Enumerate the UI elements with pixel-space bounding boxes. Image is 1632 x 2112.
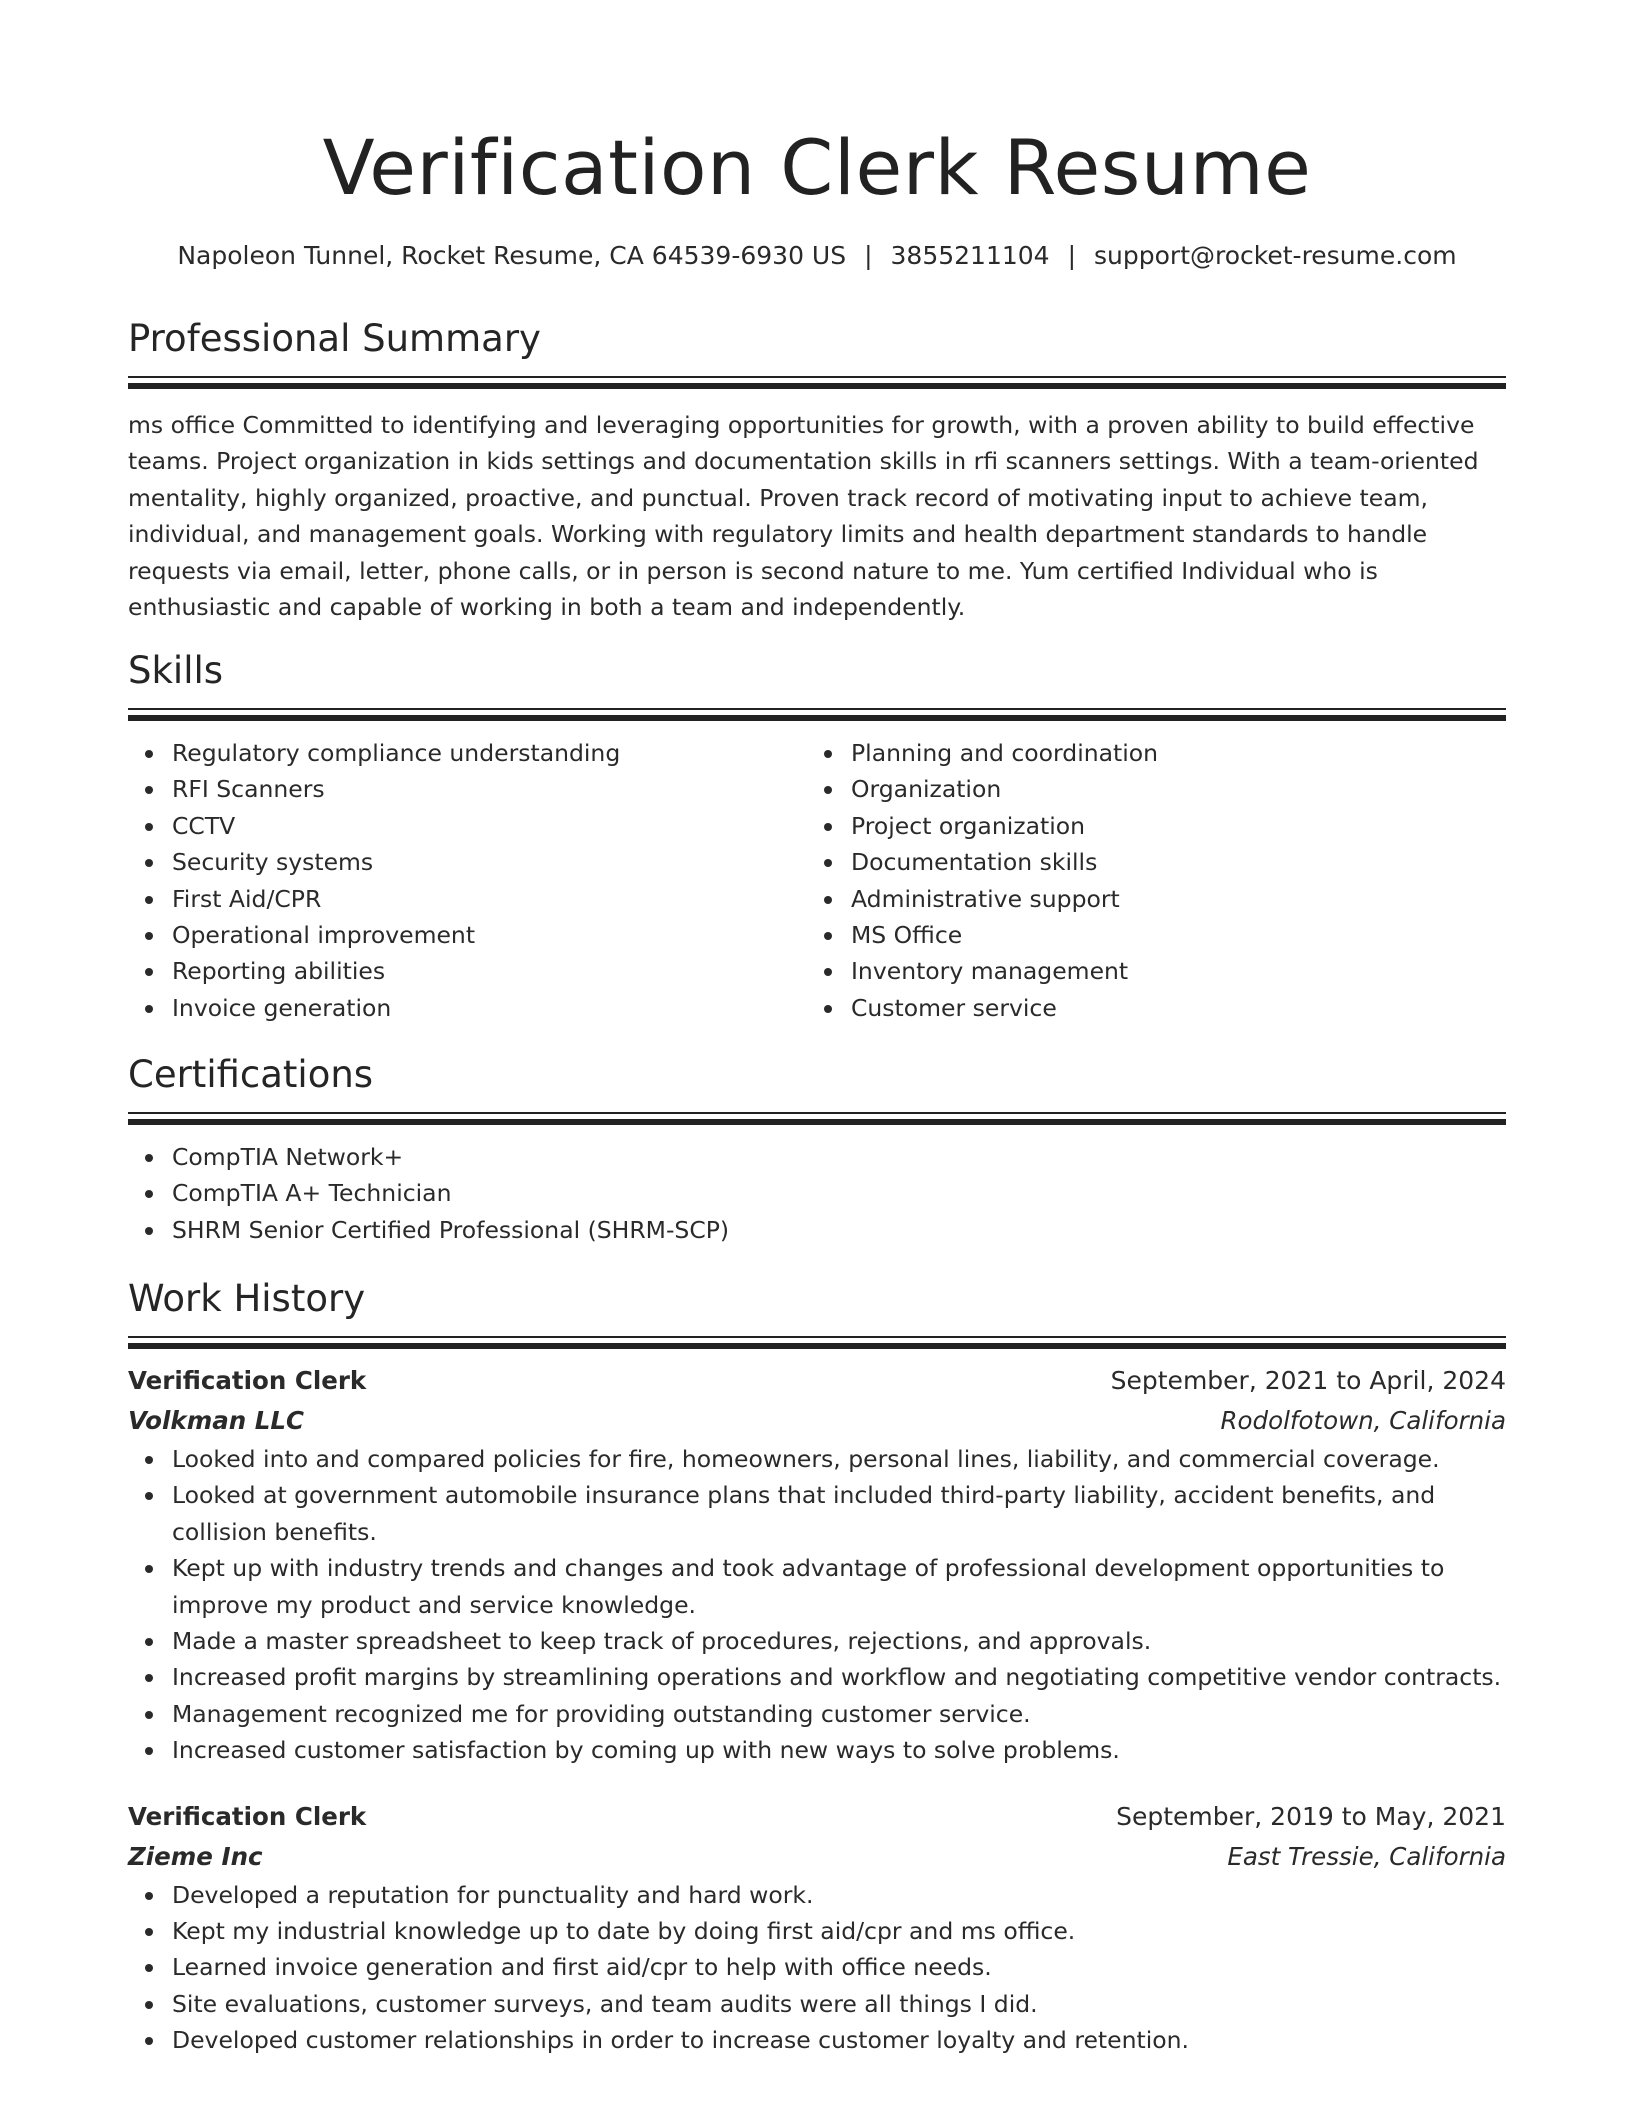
bullet-icon <box>824 968 832 976</box>
certification-item: SHRM Senior Certified Professional (SHRM-SCP) <box>128 1212 1506 1248</box>
bullet-icon <box>824 859 832 867</box>
summary-section <box>128 314 1506 625</box>
contact-separator: | <box>1067 241 1077 270</box>
job-subheader <box>128 1837 1506 1877</box>
skill-item: Documentation skills <box>807 844 1486 880</box>
job-company: Volkman LLC <box>128 1406 304 1435</box>
job-subheader <box>128 1401 1506 1441</box>
bullet-icon <box>145 1674 153 1682</box>
bullet-icon <box>145 750 153 758</box>
bullet-icon <box>145 2001 153 2009</box>
job-bullet: Learned invoice generation and first aid/cpr to help with office needs. <box>128 1949 1506 1985</box>
bullet-icon <box>145 1154 153 1162</box>
section-rule-thick <box>128 1119 1506 1125</box>
summary-text: ms office Committed to identifying and leveraging opportunities for growth, with a proven ability to build effective teams. Project organization in kids settings and documentation skills in rfi scanners settings. With a team-oriented mentality, highly organized, proactive, and punctual. Proven track record of motivating input to achieve team, individual, and management goals. Working with regulatory limits and health department standards to handle requests via email, letter, phone calls, or in person is second nature to me. Yum certified Individual who is enthusiastic and capable of working in both a team and independently. <box>128 411 1479 622</box>
skill-item: Operational improvement <box>128 917 807 953</box>
work-history-section <box>128 1274 1506 2059</box>
bullet-icon <box>145 932 153 940</box>
job-bullets <box>128 1877 1506 2059</box>
skill-item: Planning and coordination <box>807 735 1486 771</box>
certification-item: CompTIA A+ Technician <box>128 1175 1506 1211</box>
section-heading-skills: Skills <box>128 649 224 692</box>
skill-item: First Aid/CPR <box>128 881 807 917</box>
job-header <box>128 1797 1506 1837</box>
resume-title: Verification Clerk Resume <box>322 123 1312 212</box>
certifications-section <box>128 1050 1506 1248</box>
section-heading-work-history: Work History <box>128 1277 366 1320</box>
job-location: East Tressie, California <box>1227 1841 1506 1871</box>
bullet-icon <box>145 859 153 867</box>
contact-line <box>128 238 1506 274</box>
job-bullet: Developed customer relationships in order to increase customer loyalty and retention. <box>128 2022 1506 2058</box>
bullet-icon <box>145 823 153 831</box>
bullet-icon <box>145 1190 153 1198</box>
skill-item: Organization <box>807 771 1486 807</box>
contact-separator: | <box>864 241 873 270</box>
job-bullet: Increased customer satisfaction by coming up with new ways to solve problems. <box>128 1732 1506 1768</box>
skill-item: Security systems <box>128 844 807 880</box>
section-rule <box>128 1112 1506 1114</box>
contact-address: Napoleon Tunnel, Rocket Resume, CA 64539-6930 US <box>177 241 847 270</box>
section-rule <box>128 1336 1506 1338</box>
skills-list-right <box>807 735 1486 1026</box>
section-rule-thick <box>128 1343 1506 1349</box>
skills-grid <box>128 735 1506 1026</box>
skill-item: Reporting abilities <box>128 953 807 989</box>
bullet-icon <box>145 968 153 976</box>
bullet-icon <box>145 1638 153 1646</box>
section-rule <box>128 376 1506 378</box>
bullet-icon <box>145 1711 153 1719</box>
section-rule <box>128 708 1506 710</box>
bullet-icon <box>824 823 832 831</box>
bullet-icon <box>145 1892 153 1900</box>
skill-item: Customer service <box>807 990 1486 1026</box>
job-location: Rodolfotown, California <box>1220 1406 1506 1435</box>
job-bullet: Looked at government automobile insurance plans that included third-party liability, accident benefits, and collision benefits. <box>128 1477 1506 1550</box>
skill-item: Inventory management <box>807 953 1486 989</box>
bullet-icon <box>824 896 832 904</box>
job-bullet: Made a master spreadsheet to keep track of procedures, rejections, and approvals. <box>128 1623 1506 1659</box>
bullet-icon <box>145 1456 153 1464</box>
skills-list-left <box>128 735 807 1026</box>
skill-item: Regulatory compliance understanding <box>128 735 807 771</box>
skill-item: Administrative support <box>807 881 1486 917</box>
job-dates: September, 2021 to April, 2024 <box>1110 1366 1506 1395</box>
job-title: Verification Clerk <box>128 1366 367 1395</box>
bullet-icon <box>145 1928 153 1936</box>
contact-email: support@rocket-resume.com <box>1094 241 1457 270</box>
skill-item: Invoice generation <box>128 990 807 1026</box>
job-company: Zieme Inc <box>128 1841 263 1871</box>
contact-phone: 3855211104 <box>890 241 1050 270</box>
job-bullet: Kept my industrial knowledge up to date by doing first aid/cpr and ms office. <box>128 1913 1506 1949</box>
bullet-icon <box>145 1227 153 1235</box>
skill-item: CCTV <box>128 808 807 844</box>
skill-item: Project organization <box>807 808 1486 844</box>
bullet-icon <box>145 2037 153 2045</box>
job-dates: September, 2019 to May, 2021 <box>1116 1801 1506 1831</box>
bullet-icon <box>824 932 832 940</box>
bullet-icon <box>145 1565 153 1573</box>
bullet-icon <box>145 1747 153 1755</box>
section-heading-summary: Professional Summary <box>128 317 541 360</box>
job-bullet: Looked into and compared policies for fire, homeowners, personal lines, liability, and commercial coverage. <box>128 1441 1506 1477</box>
job-title: Verification Clerk <box>128 1801 367 1831</box>
section-heading-certifications: Certifications <box>128 1053 374 1096</box>
bullet-icon <box>824 786 832 794</box>
job-entry <box>128 1361 1506 1769</box>
skills-section <box>128 646 1506 1026</box>
bullet-icon <box>145 1005 153 1013</box>
job-bullet: Site evaluations, customer surveys, and team audits were all things I did. <box>128 1986 1506 2022</box>
job-bullet: Management recognized me for providing outstanding customer service. <box>128 1696 1506 1732</box>
section-rule-thick <box>128 715 1506 721</box>
job-bullet: Developed a reputation for punctuality and hard work. <box>128 1877 1506 1913</box>
certification-item: CompTIA Network+ <box>128 1139 1506 1175</box>
section-rule-thick <box>128 383 1506 389</box>
certifications-list <box>128 1139 1506 1248</box>
job-header <box>128 1361 1506 1401</box>
bullet-icon <box>145 896 153 904</box>
job-bullet: Kept up with industry trends and changes and took advantage of professional development opportunities to improve my product and service knowledge. <box>128 1550 1506 1623</box>
skill-item: MS Office <box>807 917 1486 953</box>
skill-item: RFI Scanners <box>128 771 807 807</box>
bullet-icon <box>824 1005 832 1013</box>
bullet-icon <box>145 1964 153 1972</box>
bullet-icon <box>824 750 832 758</box>
job-bullets <box>128 1441 1506 1769</box>
job-bullet: Increased profit margins by streamlining operations and workflow and negotiating competitive vendor contracts. <box>128 1659 1506 1695</box>
bullet-icon <box>145 786 153 794</box>
job-entry <box>128 1797 1506 2059</box>
bullet-icon <box>145 1492 153 1500</box>
